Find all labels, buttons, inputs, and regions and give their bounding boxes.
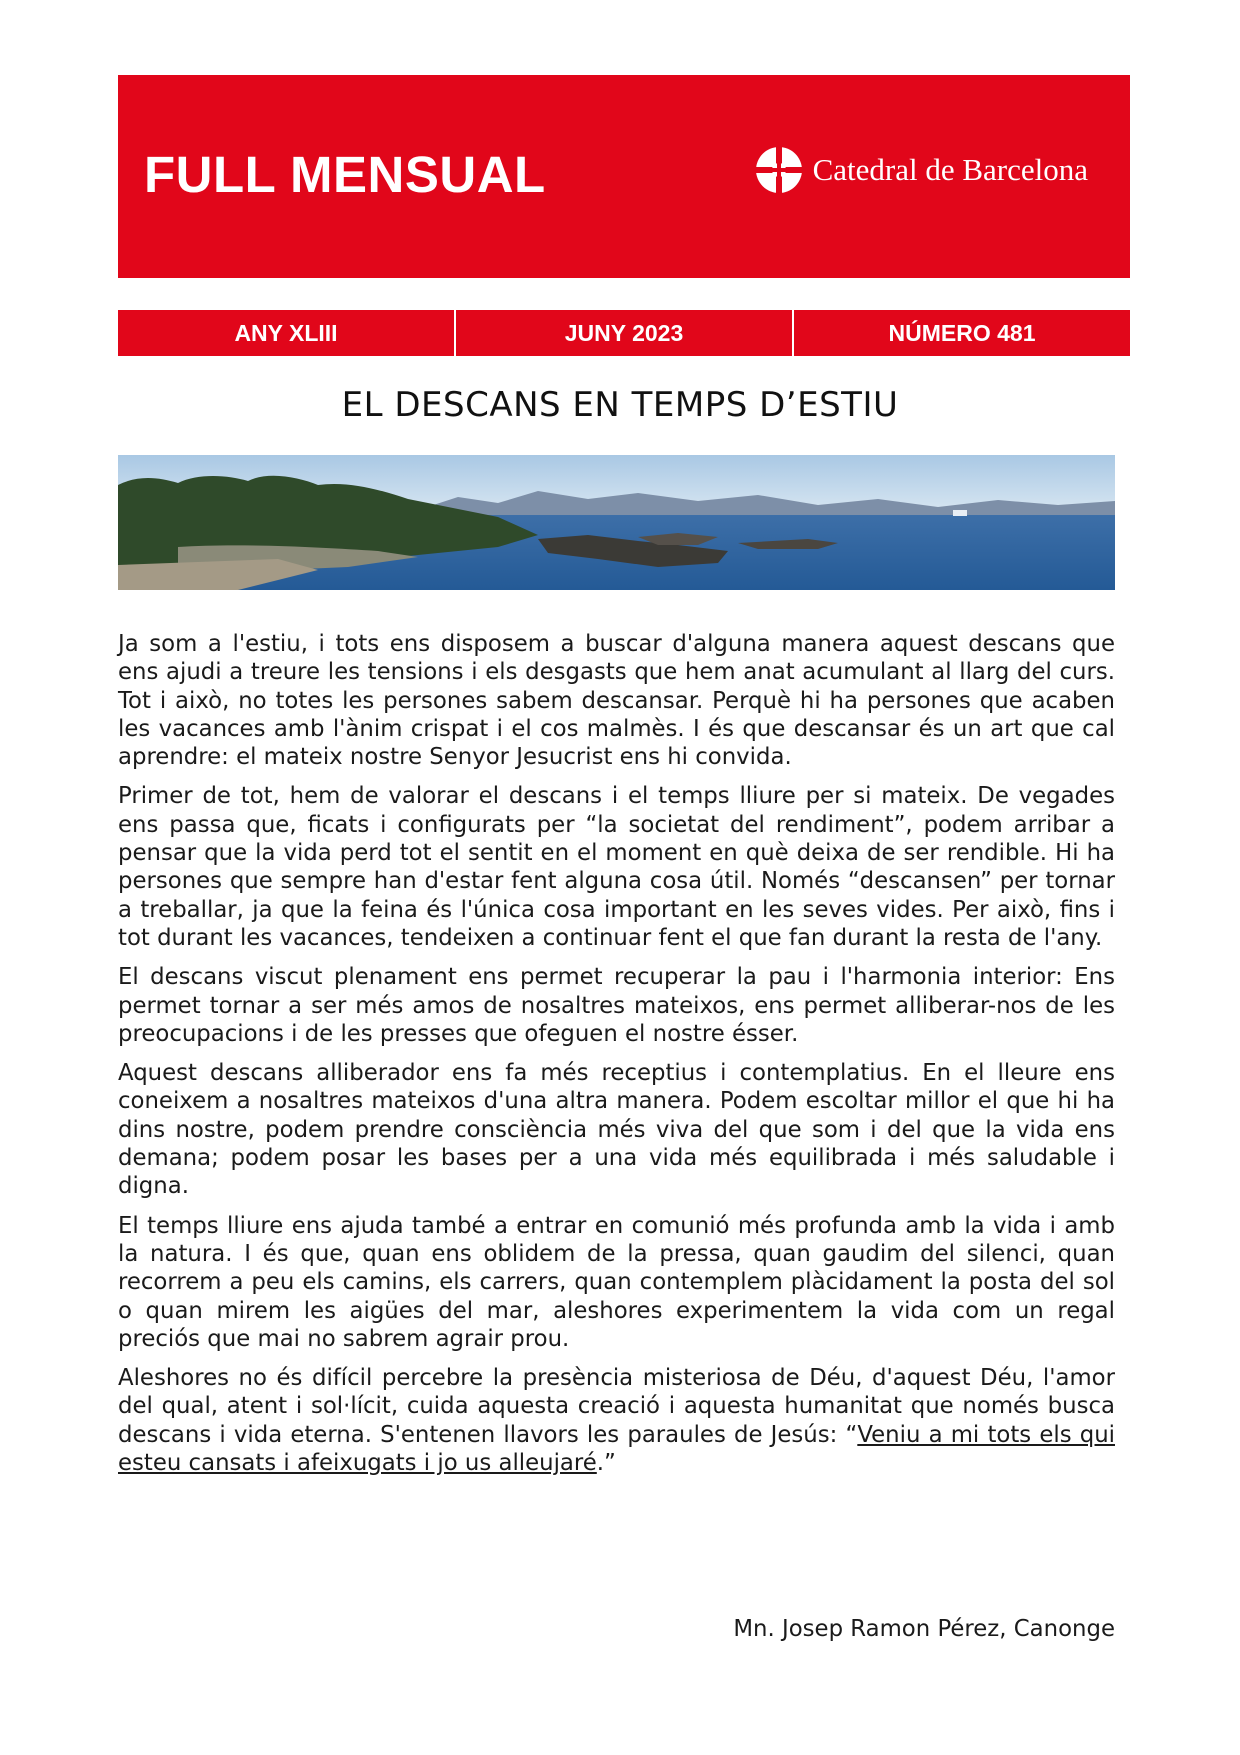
issue-number: NÚMERO 481 — [888, 319, 1036, 346]
paragraph-lead: Aleshores no és difícil percebre la presència misteriosa de Déu, d'aquest Déu, l'amor del qual, atent i sol·lícit, cuida aquesta creació i aquesta humanitat que només busca descans i vida eterna. S'entenen llavors les paraules de Jesús: “ — [118, 1365, 1115, 1448]
paragraph-final — [118, 1364, 1115, 1477]
paragraph: Primer de tot, hem de valorar el descans i el temps lliure per si mateix. De vegades ens passa que, ficats i configurats per “la societat del rendiment”, podem arribar a pensar que la vida perd tot el sentit en el moment en què deixa de ser rendible. Hi ha persones que sempre han d'estar fent alguna cosa útil. Només “descansen” per tornar a treballar, ja que la feina és l'única cosa important en les seves vides. Per això, fins i tot durant les vacances, tendeixen a continuar fent el que fan durant la resta de l'any. — [118, 783, 1115, 951]
article-body — [118, 630, 1115, 1488]
brand-name: Catedral de Barcelona — [812, 152, 1088, 187]
issue-year: ANY XLIII — [118, 310, 456, 356]
cross-emblem-icon — [754, 145, 804, 195]
paragraph: El temps lliure ens ajuda també a entrar en comunió més profunda amb la vida i amb la natura. I és que, quan ens oblidem de la pressa, quan gaudim del silenci, quan recorrem a peu els camins, els carrers, quan contemplem plàcidament la posta del sol o quan mirem les aigües del mar, aleshores experimentem la vida com un regal preciós que mai no sabrem agrair prou. — [118, 1212, 1115, 1352]
header-banner — [118, 75, 1130, 278]
paragraph: Aquest descans alliberador ens fa més receptius i contemplatius. En el lleure ens coneixem a nosaltres mateixos d'una altra manera. Podem escoltar millor el que hi ha dins nostre, podem prendre consciència més viva del que som i del que la vida ens demana; podem posar les bases per a una vida més equilibrada i més saludable i digna. — [118, 1060, 1115, 1200]
paragraph: El descans viscut plenament ens permet recuperar la pau i l'harmonia interior: Ens permet tornar a ser més amos de nosaltres mateixos, ens permet alliberar-nos de les preocupacions i de les presses que ofeguen el nostre ésser. — [118, 964, 1115, 1047]
paragraph-end: .” — [596, 1450, 616, 1477]
issue-date: JUNY 2023 — [456, 310, 794, 356]
article-title: EL DESCANS EN TEMPS D’ESTIU — [341, 385, 899, 425]
paragraph: Ja som a l'estiu, i tots ens disposem a buscar d'alguna manera aquest descans que ens ajudi a treure les tensions i els desgasts que hem anat acumulant al llarg del curs. Tot i això, no totes les persones sabem descansar. Perquè hi ha persones que acaben les vacances amb l'ànim crispat i el cos malmès. I és que descansar és un art que cal aprendre: el mateix nostre Senyor Jesucrist ens hi convida. — [118, 631, 1115, 771]
issue-info-bar — [118, 310, 1130, 356]
gospel-quote: Veniu a mi tots els qui esteu cansats i afeixugats i jo us alleujaré — [118, 1421, 1115, 1477]
author-signature: Mn. Josep Ramon Pérez, Canonge — [733, 1616, 1115, 1642]
brand-logo — [754, 145, 1088, 195]
publication-title: FULL MENSUAL — [144, 146, 546, 203]
coastal-landscape-photo — [118, 455, 1115, 590]
